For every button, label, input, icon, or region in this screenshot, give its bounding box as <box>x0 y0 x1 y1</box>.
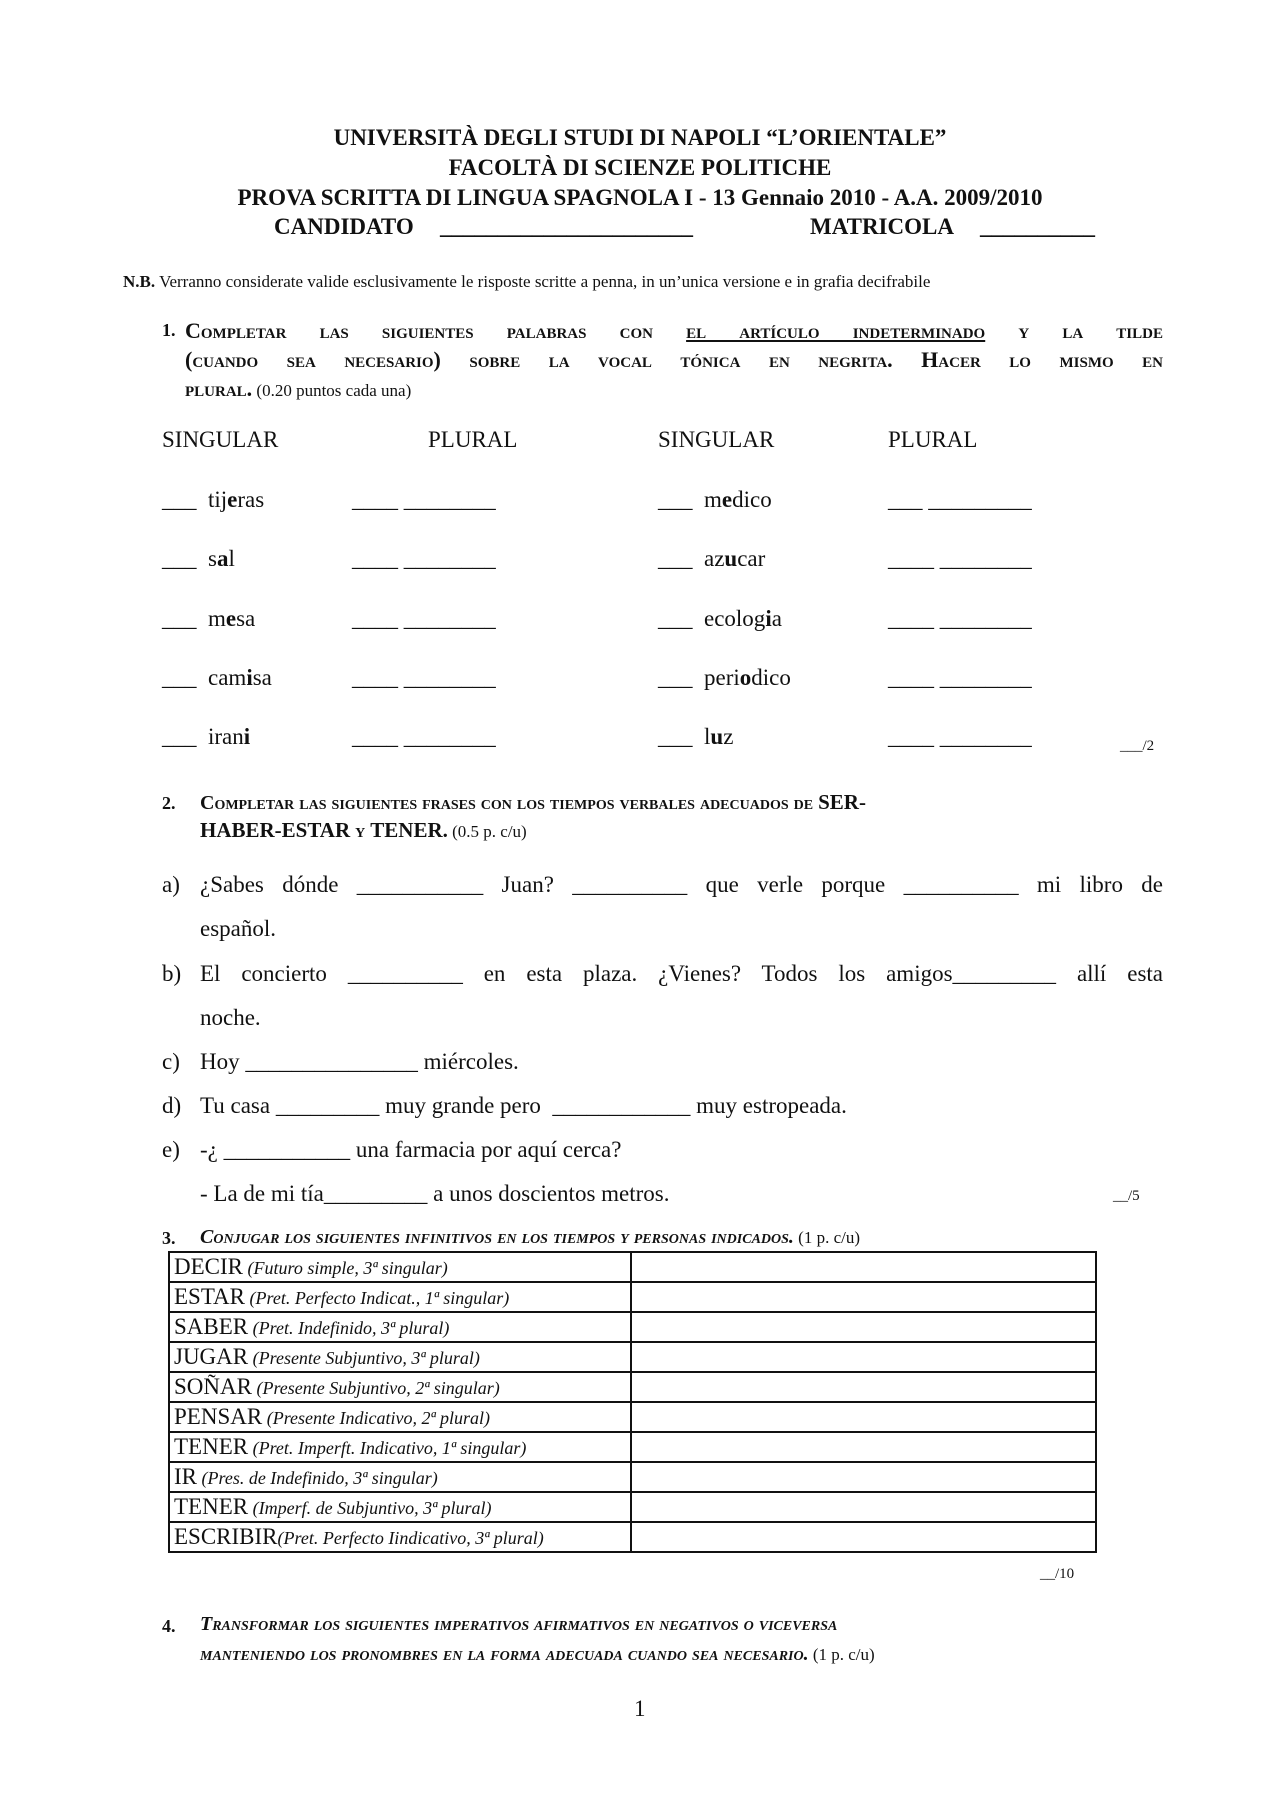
faculty-title: FACOLTÀ DI SCIENZE POLITICHE <box>448 155 832 180</box>
conjugation-prompt: TENER (Pret. Imperft. Indicativo, 1ª singular) <box>169 1432 631 1462</box>
conjugation-answer-cell[interactable] <box>631 1372 1096 1402</box>
word-item: sal <box>208 546 235 571</box>
conjugation-row <box>169 1372 1096 1402</box>
plural-blank[interactable]: ____ ________ <box>352 665 496 690</box>
conjugation-answer-cell[interactable] <box>631 1522 1096 1552</box>
ex2-number: 2. <box>162 793 176 813</box>
article-blank[interactable]: ___ <box>162 665 197 690</box>
ex2-a-continuation: español. <box>200 916 277 941</box>
col-plural-right: PLURAL <box>888 427 978 452</box>
ex2-e-sentence: -¿ ___________ una farmacia por aquí cerca? <box>200 1137 622 1162</box>
word-item: mesa <box>208 606 256 631</box>
plural-blank[interactable]: ____ ________ <box>888 724 1032 749</box>
ex3-score: __/10 <box>1040 1566 1075 1582</box>
ex2-title-line2: HABER-ESTAR y TENER. (0.5 p. c/u) <box>200 818 527 842</box>
conjugation-row <box>169 1432 1096 1462</box>
conjugation-prompt: ESTAR (Pret. Perfecto Indicat., 1ª singular) <box>169 1282 631 1312</box>
plural-blank[interactable]: ____ ________ <box>352 724 496 749</box>
ex4-title-line1: Transformar los siguientes imperativos afirmativos en negativos o viceversa <box>200 1613 838 1635</box>
conjugation-prompt: SOÑAR (Presente Subjuntivo, 2ª singular) <box>169 1372 631 1402</box>
conjugation-row <box>169 1282 1096 1312</box>
word-item: azucar <box>704 546 766 571</box>
ex1-instructions-line1: Completar las siguientes palabras con el artículo indeterminado y la tilde <box>185 318 1163 343</box>
conjugation-answer-cell[interactable] <box>631 1312 1096 1342</box>
conjugation-row <box>169 1462 1096 1492</box>
conjugation-row <box>169 1252 1096 1282</box>
ex2-e-continuation: - La de mi tía_________ a unos doscientos metros. <box>200 1181 670 1206</box>
word-item: periodico <box>704 665 791 690</box>
ex1-instructions-line2: (cuando sea necesario) sobre la vocal tónica en negrita. Hacer lo mismo en <box>185 347 1163 372</box>
article-blank[interactable]: ___ <box>658 487 693 512</box>
ex2-b-continuation: noche. <box>200 1005 261 1030</box>
conjugation-prompt: IR (Pres. de Indefinido, 3ª singular) <box>169 1462 631 1492</box>
word-item: irani <box>208 724 251 749</box>
ex2-d-label: d) <box>162 1093 182 1118</box>
ex2-title-line1: Completar las siguientes frases con los tiempos verbales adecuados de SER- <box>200 790 866 814</box>
col-singular-left: SINGULAR <box>162 427 279 452</box>
conjugation-prompt: SABER (Pret. Indefinido, 3ª plural) <box>169 1312 631 1342</box>
ex4-number: 4. <box>162 1616 176 1636</box>
article-blank[interactable]: ___ <box>162 546 197 571</box>
article-blank[interactable]: ___ <box>162 724 197 749</box>
ex2-a-sentence: ¿Sabes dónde ___________ Juan? __________ que verle porque __________ mi libro de <box>200 872 1163 897</box>
conjugation-row <box>169 1522 1096 1552</box>
col-plural-left: PLURAL <box>428 427 518 452</box>
article-blank[interactable]: ___ <box>658 606 693 631</box>
conjugation-prompt: JUGAR (Presente Subjuntivo, 3ª plural) <box>169 1342 631 1372</box>
plural-blank[interactable]: ____ ________ <box>352 546 496 571</box>
exam-title: PROVA SCRITTA DI LINGUA SPAGNOLA I - 13 Gennaio 2010 - A.A. 2009/2010 <box>237 185 1043 210</box>
plural-blank[interactable]: ____ ________ <box>888 546 1032 571</box>
article-blank[interactable]: ___ <box>658 665 693 690</box>
conjugation-answer-cell[interactable] <box>631 1252 1096 1282</box>
nb-text: Verranno considerate valide esclusivamente le risposte scritte a penna, in un’unica versione e in grafia decifrabile <box>155 272 931 291</box>
conjugation-answer-cell[interactable] <box>631 1282 1096 1312</box>
conjugation-row <box>169 1402 1096 1432</box>
nb-note <box>123 272 930 292</box>
conjugation-answer-cell[interactable] <box>631 1342 1096 1372</box>
conjugation-answer-cell[interactable] <box>631 1462 1096 1492</box>
plural-blank[interactable]: ____ ________ <box>352 606 496 631</box>
article-blank[interactable]: ___ <box>162 606 197 631</box>
candidato-field[interactable]: ______________________ <box>440 214 693 239</box>
word-item: medico <box>704 487 772 512</box>
article-blank[interactable]: ___ <box>658 546 693 571</box>
ex2-a-label: a) <box>162 872 180 897</box>
conjugation-answer-cell[interactable] <box>631 1402 1096 1432</box>
ex2-b-sentence: El concierto __________ en esta plaza. ¿Vienes? Todos los amigos_________ allí esta <box>200 961 1163 986</box>
page-number: 1 <box>634 1696 646 1721</box>
plural-blank[interactable]: ____ ________ <box>352 487 496 512</box>
matricola-label: MATRICOLA <box>810 214 954 239</box>
matricola-field[interactable]: __________ <box>980 214 1095 239</box>
col-singular-right: SINGULAR <box>658 427 775 452</box>
plural-blank[interactable]: ____ ________ <box>888 665 1032 690</box>
university-title: UNIVERSITÀ DEGLI STUDI DI NAPOLI “L’ORIENTALE” <box>333 125 947 150</box>
plural-blank[interactable]: ___ _________ <box>888 487 1032 512</box>
ex2-score: __/5 <box>1113 1188 1140 1204</box>
ex1-score: ___/2 <box>1120 738 1155 754</box>
word-item: luz <box>704 724 734 749</box>
conjugation-row <box>169 1342 1096 1372</box>
article-blank[interactable]: ___ <box>658 724 693 749</box>
conjugation-answer-cell[interactable] <box>631 1492 1096 1522</box>
conjugation-answer-cell[interactable] <box>631 1432 1096 1462</box>
nb-label: N.B. <box>123 272 156 291</box>
ex2-c-sentence: Hoy _______________ miércoles. <box>200 1049 519 1074</box>
candidato-label: CANDIDATO <box>274 214 414 239</box>
word-item: tijeras <box>208 487 265 512</box>
conjugation-row <box>169 1492 1096 1522</box>
conjugation-prompt: ESCRIBIR(Pret. Perfecto Iindicativo, 3ª plural) <box>169 1522 631 1552</box>
conjugation-prompt: TENER (Imperf. de Subjuntivo, 3ª plural) <box>169 1492 631 1522</box>
plural-blank[interactable]: ____ ________ <box>888 606 1032 631</box>
conjugation-prompt: DECIR (Futuro simple, 3ª singular) <box>169 1252 631 1282</box>
ex2-d-sentence: Tu casa _________ muy grande pero ____________ muy estropeada. <box>200 1093 847 1118</box>
article-blank[interactable]: ___ <box>162 487 197 512</box>
ex4-title-line2: manteniendo los pronombres en la forma adecuada cuando sea necesario. (1 p. c/u) <box>200 1643 875 1665</box>
ex3-title: Conjugar los siguientes infinitivos en los tiempos y personas indicados. (1 p. c/u) <box>200 1226 861 1248</box>
conjugation-prompt: PENSAR (Presente Indicativo, 2ª plural) <box>169 1402 631 1432</box>
ex3-number: 3. <box>162 1228 176 1248</box>
conjugation-row <box>169 1312 1096 1342</box>
ex2-c-label: c) <box>162 1049 180 1074</box>
conjugation-table <box>168 1251 1097 1553</box>
ex2-e-label: e) <box>162 1137 180 1162</box>
ex1-instructions-line3: plural. (0.20 puntos cada una) <box>185 376 412 401</box>
word-item: camisa <box>208 665 272 690</box>
word-item: ecologia <box>704 606 782 631</box>
ex2-b-label: b) <box>162 961 182 986</box>
ex1-number: 1. <box>162 320 176 340</box>
